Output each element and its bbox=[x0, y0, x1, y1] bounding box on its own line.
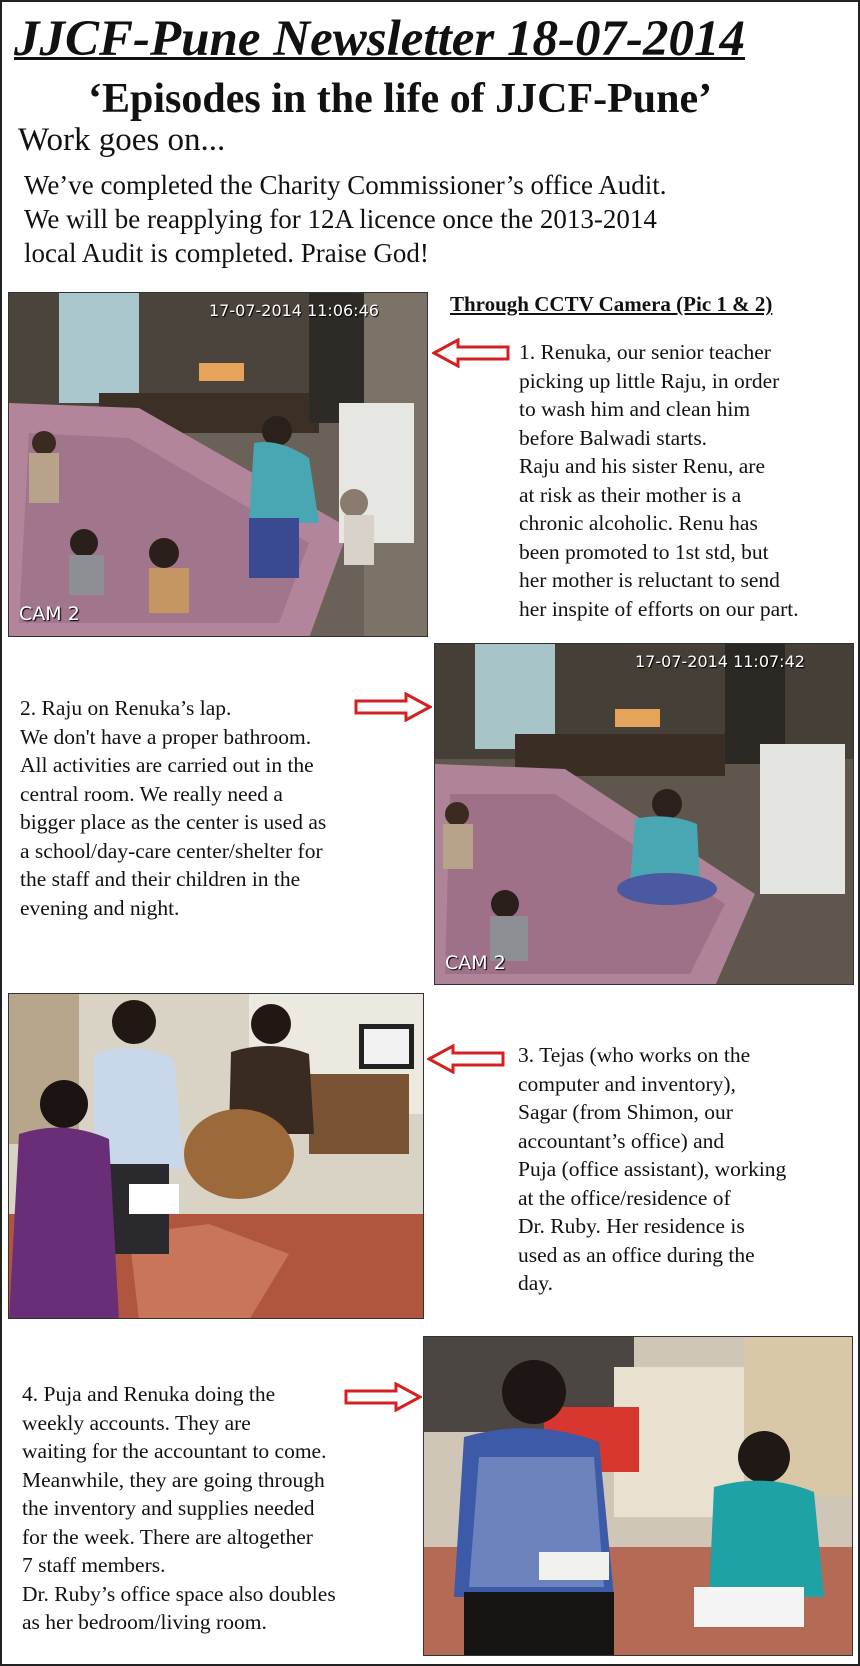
caption-photo-2 bbox=[20, 694, 326, 922]
caption-line: computer and inventory), bbox=[518, 1071, 736, 1096]
arrow-left-icon bbox=[432, 338, 512, 368]
caption-line: her mother is reluctant to send bbox=[519, 568, 780, 592]
caption-line: evening and night. bbox=[20, 895, 180, 920]
caption-line: the staff and their children in the bbox=[20, 867, 301, 891]
caption-line: Dr. Ruby. Her residence is bbox=[518, 1214, 745, 1238]
caption-line: Meanwhile, they are going through bbox=[22, 1467, 325, 1492]
caption-line: at risk as their mother is a bbox=[519, 482, 742, 507]
caption-line: 4. Puja and Renuka doing the bbox=[22, 1382, 276, 1406]
caption-line: to wash him and clean him bbox=[519, 397, 751, 421]
caption-line: We don't have a proper bathroom. bbox=[20, 724, 312, 749]
caption-line: used as an office during the bbox=[518, 1242, 755, 1267]
caption-line: 3. Tejas (who works on the bbox=[518, 1043, 751, 1067]
arrow-left-icon bbox=[427, 1044, 507, 1074]
caption-line: at the office/residence of bbox=[518, 1185, 731, 1210]
arrow-right-icon bbox=[342, 1382, 422, 1412]
caption-line: Sagar (from Shimon, our bbox=[518, 1100, 733, 1124]
photo-office-4-image bbox=[424, 1337, 853, 1656]
caption-line: Dr. Ruby’s office space also doubles bbox=[22, 1581, 336, 1606]
caption-line: the inventory and supplies needed bbox=[22, 1496, 315, 1520]
photo-cctv-2 bbox=[434, 643, 854, 985]
caption-line: picking up little Raju, in order bbox=[519, 368, 780, 393]
cctv-camera-label: CAM 2 bbox=[19, 603, 80, 625]
photo-office-3-image bbox=[9, 994, 424, 1319]
photo-office-3 bbox=[8, 993, 424, 1319]
caption-line: weekly accounts. They are bbox=[22, 1410, 251, 1435]
caption-line: 7 staff members. bbox=[22, 1553, 166, 1577]
intro-line: We’ve completed the Charity Commissioner’s office Audit. bbox=[24, 170, 667, 200]
caption-line: All activities are carried out in the bbox=[20, 753, 314, 777]
caption-line: 1. Renuka, our senior teacher bbox=[519, 340, 771, 364]
caption-line: as her bedroom/living room. bbox=[22, 1610, 267, 1634]
caption-line: central room. We really need a bbox=[20, 781, 283, 806]
intro-line: We will be reapplying for 12A licence once the 2013-2014 bbox=[24, 204, 657, 234]
intro-paragraph bbox=[24, 168, 844, 270]
caption-line: for the week. There are altogether bbox=[22, 1524, 313, 1549]
caption-line: been promoted to 1st std, but bbox=[519, 539, 769, 564]
caption-line: bigger place as the center is used as bbox=[20, 810, 327, 834]
cctv-timestamp: 17-07-2014 11:07:42 bbox=[635, 652, 805, 671]
caption-line: 2. Raju on Renuka’s lap. bbox=[20, 696, 232, 720]
caption-photo-4 bbox=[22, 1380, 336, 1637]
caption-photo-1 bbox=[519, 338, 799, 623]
caption-line: chronic alcoholic. Renu has bbox=[519, 511, 758, 535]
newsletter-subtitle: ‘Episodes in the life of JJCF-Pune’ bbox=[88, 76, 713, 122]
cctv-heading: Through CCTV Camera (Pic 1 & 2) bbox=[450, 292, 773, 316]
caption-line: waiting for the accountant to come. bbox=[22, 1439, 327, 1463]
cctv-timestamp: 17-07-2014 11:06:46 bbox=[209, 301, 379, 320]
photo-cctv-1 bbox=[8, 292, 428, 637]
intro-line: local Audit is completed. Praise God! bbox=[24, 238, 429, 268]
caption-line: accountant’s office) and bbox=[518, 1128, 725, 1153]
caption-line: a school/day-care center/shelter for bbox=[20, 838, 323, 863]
caption-line: Puja (office assistant), working bbox=[518, 1157, 787, 1181]
photo-office-4 bbox=[423, 1336, 853, 1656]
caption-line: day. bbox=[518, 1271, 554, 1295]
section-subhead: Work goes on... bbox=[18, 122, 226, 158]
cctv-camera-label: CAM 2 bbox=[445, 952, 506, 974]
caption-line: before Balwadi starts. bbox=[519, 425, 708, 450]
photo-cctv-2-image bbox=[435, 644, 854, 985]
caption-line: her inspite of efforts on our part. bbox=[519, 596, 799, 621]
photo-cctv-1-image bbox=[9, 293, 428, 637]
arrow-right-icon bbox=[352, 692, 432, 722]
caption-photo-3 bbox=[518, 1041, 786, 1298]
caption-line: Raju and his sister Renu, are bbox=[519, 454, 766, 478]
newsletter-title: JJCF-Pune Newsletter 18-07-2014 bbox=[14, 11, 745, 67]
